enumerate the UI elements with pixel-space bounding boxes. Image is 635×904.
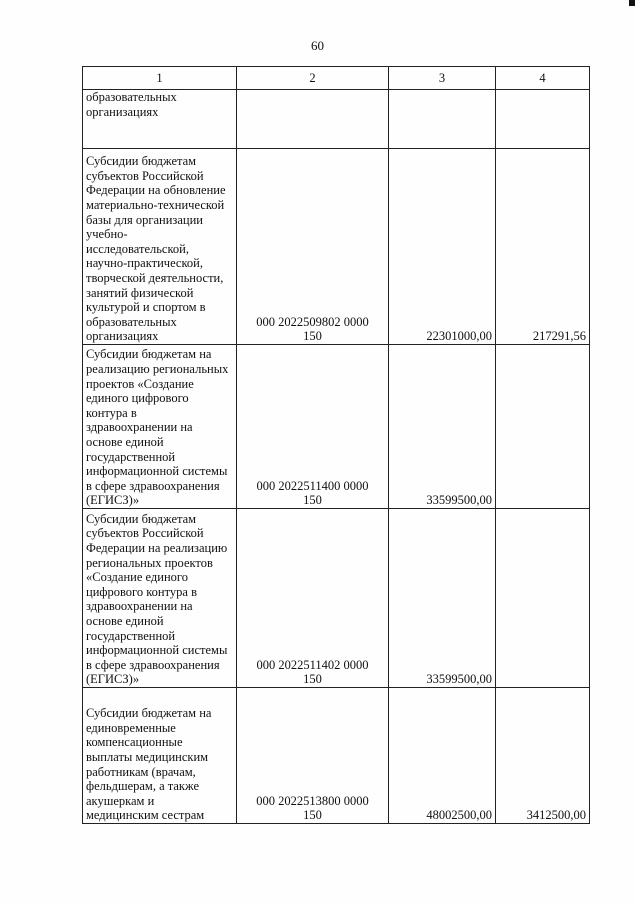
row-value-3: 33599500,00 xyxy=(389,345,496,509)
row-name: Субсидии бюджетам субъектов Российской Федерации на обновление материально-технической базы для организации учебно- исследовательской, научно-практической, творческой деятельности, занятий физической культурой и спортом в образовательных организациях xyxy=(83,149,237,345)
budget-table xyxy=(82,66,590,824)
row-code: 000 2022509802 0000 150 xyxy=(237,149,389,345)
row-name: образовательных организациях xyxy=(83,90,237,149)
table-row xyxy=(83,345,590,509)
table-row xyxy=(83,90,590,149)
table-row xyxy=(83,509,590,688)
row-value-4 xyxy=(496,509,590,688)
row-value-4 xyxy=(496,90,590,149)
column-header-2: 2 xyxy=(237,67,389,90)
column-header-3: 3 xyxy=(389,67,496,90)
column-header-1: 1 xyxy=(83,67,237,90)
row-value-4: 217291,56 xyxy=(496,149,590,345)
page-number: 60 xyxy=(311,38,324,53)
row-value-4 xyxy=(496,345,590,509)
row-name: Субсидии бюджетам на реализацию региональных проектов «Создание единого цифрового контура в здравоохранении на основе единой государственной информационной системы в сфере здравоохранения (ЕГИСЗ)» xyxy=(83,345,237,509)
row-value-3: 48002500,00 xyxy=(389,688,496,824)
row-code xyxy=(237,90,389,149)
row-value-3: 33599500,00 xyxy=(389,509,496,688)
table-row xyxy=(83,149,590,345)
row-code: 000 2022511400 0000 150 xyxy=(237,345,389,509)
row-value-3 xyxy=(389,90,496,149)
row-code: 000 2022511402 0000 150 xyxy=(237,509,389,688)
row-value-3: 22301000,00 xyxy=(389,149,496,345)
table-row xyxy=(83,688,590,824)
row-value-4: 3412500,00 xyxy=(496,688,590,824)
row-name: Субсидии бюджетам на единовременные компенсационные выплаты медицинским работникам (врачам, фельдшерам, а также акушеркам и медицинским сестрам xyxy=(83,688,237,824)
table-header-row xyxy=(83,67,590,90)
scan-corner-mark xyxy=(629,0,635,6)
row-code: 000 2022513800 0000 150 xyxy=(237,688,389,824)
column-header-4: 4 xyxy=(496,67,590,90)
row-name: Субсидии бюджетам субъектов Российской Федерации на реализацию региональных проектов «Создание единого цифрового контура в здравоохранении на основе единой государственной информационной системы в сфере здравоохранения (ЕГИСЗ)» xyxy=(83,509,237,688)
